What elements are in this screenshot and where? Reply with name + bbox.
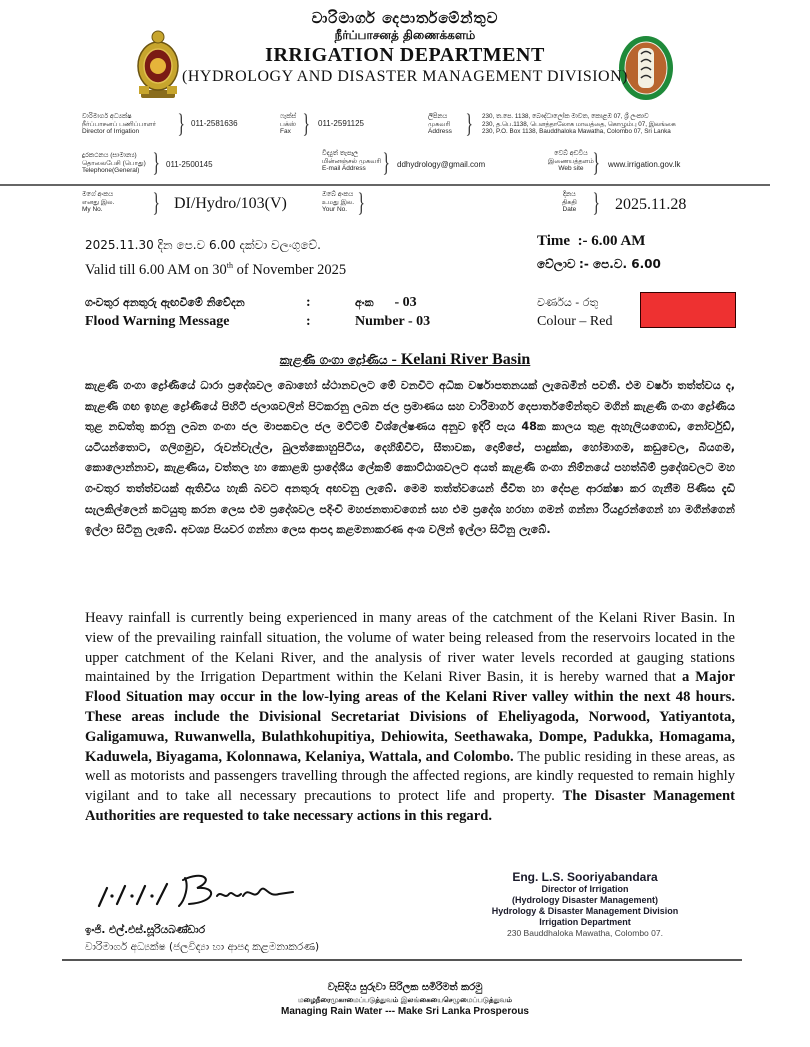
address-value: 230, ත.පෙ. 1138, බෞද්ධාලෝක මාවත, කොළඹ 07, ශ්‍රී ලංකාව 230, த.பெ.1138, பௌத்தாலோக மாவத்தை, கொழும்பு 07, இலங்கை 230, P.O. Box 1138, Bauddhaloka Mawatha, Colombo 07, Sri Lanka [482, 113, 676, 135]
handwritten-signature [93, 866, 303, 914]
brace-icon: } [382, 148, 390, 177]
website-link[interactable]: www.irrigation.gov.lk [608, 160, 681, 169]
director-label: වාරිමාර්ග අධ්‍යක්ෂ நீர்ப்பாசனப் பணிப்பாளர் Director of Irrigation [82, 113, 157, 135]
brace-icon: } [302, 109, 310, 138]
document-date: 2025.11.28 [615, 196, 687, 213]
header-title-english: IRRIGATION DEPARTMENT [265, 44, 545, 66]
date-label: දිනය திகதி Date [562, 191, 577, 213]
brace-icon: } [465, 109, 473, 138]
your-no-label: ඔබේ අංකය உமது இல. Your No. [322, 191, 355, 213]
website-label: වෙබ් අඩවිය இணையத்தளம் Web site [548, 150, 594, 172]
email-label: විද්‍යුත් තැපෑල மின்னஞ்சல் முகவரி E-mail Address [322, 150, 382, 172]
time-english: Time :- 6.00 AM [537, 233, 646, 249]
time-sinhala: වේලාව :- පෙ.ව. 6.00 [537, 257, 661, 271]
message-label-sinhala: ගංවතුර අනතුරු ඇඟවීමේ නිවේදන [85, 296, 245, 309]
header-division: (HYDROLOGY AND DISASTER MANAGEMENT DIVISION) [182, 68, 628, 85]
my-reference-number: DI/Hydro/103(V) [174, 195, 287, 212]
my-no-label: මගේ අංකය எனது இல. My No. [82, 191, 115, 213]
colour-label-sinhala: වර්ණය - රතු [537, 296, 599, 309]
header-divider [0, 184, 770, 186]
message-label-english: Flood Warning Message [85, 314, 230, 329]
telephone-general: 011-2500145 [166, 160, 213, 169]
fax-label: ෆැක්ස් பக்ஸ் Fax [280, 113, 297, 135]
brace-icon: } [152, 148, 160, 177]
signatory-name-sinhala: ඉංජි. එල්.එස්.සූරියබණ්ඩාර [85, 924, 206, 936]
message-number-english: Number - 03 [355, 314, 431, 329]
email-link[interactable]: ddhydrology@gmail.com [397, 160, 486, 169]
brace-icon: } [592, 188, 600, 217]
address-label: ලිපිනය முகவரி Address [428, 113, 452, 135]
official-stamp: Eng. L.S. Sooriyabandara Director of Irrigation (Hydrology Disaster Management) Hydrology & Disaster Management Division Irrigation Department 230 Bauddhaloka Mawatha, Colombo 07. [491, 870, 679, 938]
message-number-sinhala: අංක - 03 [355, 295, 417, 310]
footer-slogan-tamil: மழைநீரைமுகாமைப்படுத்துவம் இலங்கையைசெழுமைப்படுத்துவம் [297, 996, 512, 1004]
brace-icon: } [357, 188, 365, 217]
header-title-sinhala: වාරිමාර්ග දෙපාර්තමේන්තුව [311, 9, 499, 27]
header-title-tamil: நீர்ப்பாசனத் திணைக்களம் [334, 28, 476, 42]
validity-english: Valid till 6.00 AM on 30th of November 2025 [85, 261, 347, 278]
footer-divider [62, 959, 742, 961]
colour-label-english: Colour – Red [537, 314, 613, 329]
footer-slogan-sinhala: වැසිදිය සුරුවා සිරිලක සමිරිමත් කරමු [327, 982, 483, 993]
warning-colour-swatch [640, 292, 736, 328]
message-colon: : [306, 295, 311, 310]
brace-icon: } [152, 188, 160, 217]
brace-icon: } [592, 148, 600, 177]
body-paragraph-english: Heavy rainfall is currently being experienced in many areas of the catchment of the Kelani River Basin. In view of the prevailing rainfall situation, the volume of water being released from the reservoirs located in the upper catchment of the Kelani River, and the analysis of river water levels recorded at gauging stations maintained by the Irrigation Department within the Kelani River Basin, it is hereby warned that a Major Flood Situation may occur in the low-lying areas of the Kelani River valley within the next 48 hours. These areas include the Divisional Secretariat Divisions of Eheliyagoda, Norwood, Yatiyantota, Galigamuwa, Ruwanwella, Bulathkohupitiya, Dehiowita, Seethawaka, Dompe, Padukka, Homagama, Kaduwela, Biyagama, Kolonnawa, Kelaniya, Wattala, and Colombo. The public residing in these areas, as well as motorists and passengers travelling through the affected regions, are kindly requested to remain highly vigilant and to take all necessary precautions to protect life and property. The Disaster Management Authorities are requested to take necessary actions in this regard. [85, 610, 736, 824]
validity-sinhala: 2025.11.30 දින පෙ.ව 6.00 දක්වා වලංගුවේ. [85, 238, 321, 252]
telephone-label: දුරකථනය (සාමාන්‍ය) தொலைபேசி (பொது) Telephone(General) [82, 152, 146, 174]
signatory-title-sinhala: වාරිමාර්ග අධ්‍යක්ෂ (ජලවිද්‍යා හා ආපදා කළමනාකරණ) [85, 941, 320, 953]
basin-title: කැළණි ගංගා ද්‍රෝණිය - Kelani River Basin [279, 351, 531, 368]
message-colon: : [306, 314, 311, 329]
body-paragraph-sinhala: කැළණි ගංගා ද්‍රෝණියේ ධාරා ප්‍රදේශවල බොහෝ ස්ථානවලට මේ වනවිට අධික වර්ෂාපතනයක් ලැබෙමින් පවතී. එම වර්ෂා තත්ත්වය ද, කැළණි ගඟ ඉහළ ද්‍රෝණියේ පිහිටි ජලාශවලින් පිටකරනු ලබන ජල ප්‍රමාණය සහ වාරිමාර්ග දෙපාර්තමේන්තුව මගින් කැළණි ගංගා ද්‍රෝණිය තුළ නඩත්තු කරනු ලබන ගංගා ජල මාපකවල ජල මට්ටම් විශ්ලේෂණය අනුව ඉදිරි පැය 48ක කාලය තුළ ඇහැලියගොඩ, නෝර්වුඩ්, යටියන්තොට, ගලිගමුව, රුවන්වැල්ල, බුලත්කොහුපිටිය, දෙහිඕවිට, සීතාවක, දොම්පේ, පාදුක්ක, හෝමාගම, කඩුවෙල, බියගම, කොලොන්නාව, කැළණිය, වත්තල හා කොළඹ ප්‍රාදේශීය ලේකම් කොට්ඨාශවලට අයත් කැළණි ගංගා නිම්නයේ පහත්බිම් ප්‍රදේශවලට මහ ගංවතුර තත්ත්වයක් ඇතිවිය හැකි බවට අනතුරු අඟවනු ලැබේ. මෙම තත්ත්වයෙන් ජීවිත හා දේපළ ආරක්ෂා කර ගැනීම පිණිස දැඩි සැලකිල්ලෙන් කටයුතු කරන ලෙස එම ප්‍රදේශවල පදිංචි මහජනතාවගෙන් සහ එම ප්‍රදේශ හරහා ගමන් ගන්නා රියදුරන්ගෙන් හා මගීන්ගෙන් ඉල්ලා සිටිනු ලැබේ. අවශ්‍ය පියවර ගන්නා ලෙස ආපදා කළමනාකරණ අංශ වලින් ඉල්ලා සිටිනු ලැබේ. [85, 379, 735, 537]
footer-slogan-english: Managing Rain Water --- Make Sri Lanka Prosperous [280, 1006, 529, 1017]
director-phone: 011-2581636 [191, 119, 238, 128]
fax-number: 011-2591125 [318, 119, 364, 128]
brace-icon: } [177, 109, 185, 138]
